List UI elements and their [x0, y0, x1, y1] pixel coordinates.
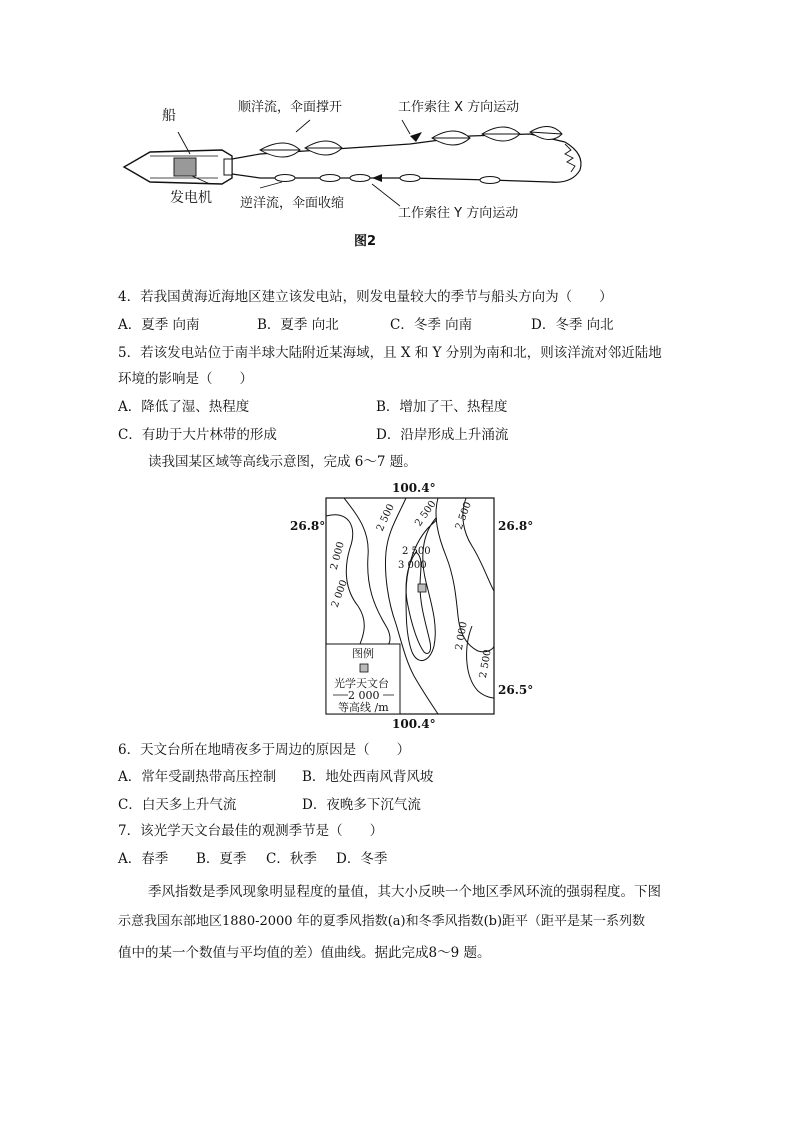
q7-option-d[interactable]: D．冬季: [336, 851, 388, 867]
legend-contour-value: 2 000: [348, 689, 380, 702]
q7-stem: 7．该光学天文台最佳的观测季节是（ ）: [118, 823, 384, 839]
q6-option-a[interactable]: A．常年受副热带高压控制: [118, 769, 277, 785]
contour-label: 2 000: [453, 620, 470, 651]
q7-option-c[interactable]: C．秋季: [266, 851, 317, 867]
upstream-label: 逆洋流，伞面收缩: [240, 196, 345, 211]
arrow-x-direction: [410, 132, 422, 142]
q5-option-c[interactable]: C．有助于大片林带的形成: [118, 427, 277, 443]
legend-observatory-label: 光学天文台: [334, 677, 389, 690]
generator-label: 发电机: [170, 190, 212, 206]
contour-label: 2 000: [328, 540, 347, 572]
q6-stem: 6．天文台所在地晴夜多于周边的原因是（ ）: [118, 742, 411, 758]
legend-title: 图例: [352, 647, 374, 660]
generator-box: [174, 158, 196, 176]
contour-label: 3 000: [398, 560, 427, 571]
y-direction-label: 工作索往 Y 方向运动: [398, 206, 519, 221]
lat-bottom-right-label: 26.5°: [498, 683, 534, 697]
downstream-label: 顺洋流，伞面撑开: [238, 100, 343, 115]
q5-stem-line1: 5．若该发电站位于南半球大陆附近某海域，且 X 和 Y 分别为南和北，则该洋流对邻近陆地: [118, 345, 662, 361]
monsoon-paragraph-line1: 季风指数是季风现象明显程度的量值，其大小反映一个地区季风环流的强弱程度。下图: [148, 884, 661, 900]
contour-label: 2 000: [329, 578, 350, 610]
q5-option-a[interactable]: A．降低了湿、热程度: [118, 399, 250, 415]
lon-bottom-label: 100.4°: [392, 717, 436, 731]
open-parachutes: [260, 126, 562, 157]
q6-option-d[interactable]: D．夜晚多下沉气流: [302, 797, 421, 813]
figure-2-caption: 图2: [354, 234, 377, 249]
arrow-y-direction: [372, 174, 382, 182]
contour-label: 2 500: [477, 648, 494, 679]
intro-6-7: 读我国某区域等高线示意图，完成 6～7 题。: [148, 454, 417, 470]
contour-map: [288, 476, 538, 736]
q4-option-d[interactable]: D．冬季 向北: [531, 317, 614, 333]
q7-option-a[interactable]: A．春季: [118, 851, 169, 867]
legend-contour-text: 等高线 /m: [338, 701, 389, 714]
q7-option-b[interactable]: B．夏季: [196, 851, 247, 867]
q6-option-c[interactable]: C．白天多上升气流: [118, 797, 237, 813]
monsoon-paragraph-line3: 值中的某一个数值与平均值的差）值曲线。据此完成8～9 题。: [118, 945, 491, 961]
lat-top-left-label: 26.8°: [290, 519, 326, 533]
q4-stem: 4．若我国黄海近海地区建立该发电站，则发电量较大的季节与船头方向为（ ）: [118, 289, 613, 305]
contour-label: 2 500: [453, 500, 474, 532]
ship-label: 船: [162, 108, 176, 124]
q4-option-a[interactable]: A．夏季 向南: [118, 317, 200, 333]
contour-label: 2 500: [402, 546, 431, 557]
q5-option-b[interactable]: B．增加了干、热程度: [376, 399, 508, 415]
cable-loop: [550, 142, 581, 182]
lat-top-right-label: 26.8°: [498, 519, 534, 533]
q4-option-b[interactable]: B．夏季 向北: [257, 317, 339, 333]
q4-option-c[interactable]: C．冬季 向南: [390, 317, 473, 333]
x-direction-label: 工作索往 X 方向运动: [398, 100, 520, 115]
monsoon-paragraph-line2: 示意我国东部地区1880-2000 年的夏季风指数(a)和冬季风指数(b)距平（距平是某一系列数: [118, 914, 646, 929]
q6-option-b[interactable]: B．地处西南风背风坡: [302, 769, 434, 785]
contour-label: 2 500: [374, 502, 397, 534]
q5-option-d[interactable]: D．沿岸形成上升涌流: [376, 427, 509, 443]
lon-top-label: 100.4°: [392, 481, 436, 495]
q5-stem-line2: 环境的影响是（ ）: [118, 371, 253, 387]
observatory-marker: [418, 584, 426, 592]
contour-label: 2 500: [413, 498, 439, 529]
